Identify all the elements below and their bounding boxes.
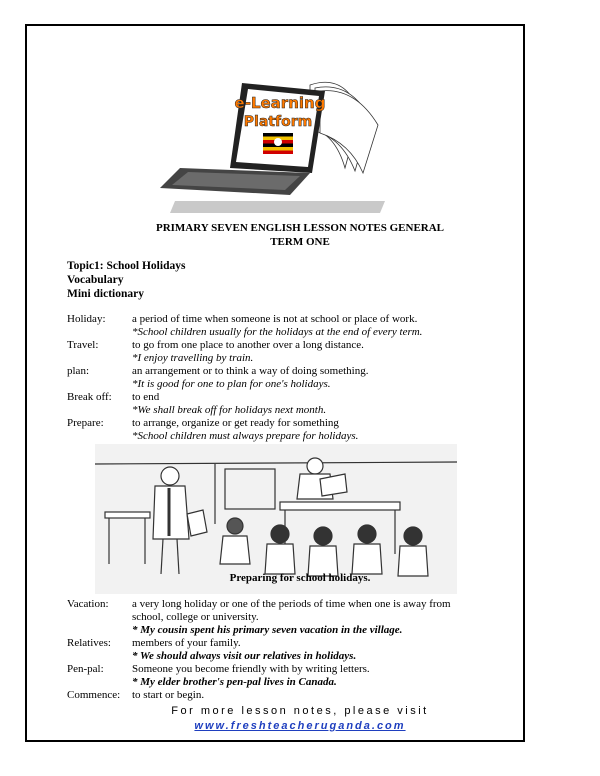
term-relatives: Relatives:	[67, 637, 111, 649]
example-holiday: *School children usually for the holidays at the end of every term.	[132, 326, 423, 338]
page-subtitle: TERM ONE	[270, 236, 330, 248]
footer-link[interactable]: www.freshteacheruganda.com	[194, 720, 406, 732]
term-prepare: Prepare:	[67, 417, 104, 429]
page-title: PRIMARY SEVEN ENGLISH LESSON NOTES GENERAL	[155, 222, 445, 234]
definition-travel: to go from one place to another over a long distance.	[132, 339, 364, 351]
definition-break-off: to end	[132, 391, 160, 403]
definition-vacation-line2: school, college or university.	[132, 611, 259, 623]
topic-heading: Topic1: School Holidays	[67, 260, 186, 272]
example-vacation: * My cousin spent his primary seven vacation in the village.	[132, 624, 403, 636]
definition-commence: to start or begin.	[132, 689, 205, 701]
illustration-caption: Preparing for school holidays.	[229, 572, 371, 584]
term-holiday: Holiday:	[67, 313, 106, 325]
logo-line1: e-Learning	[234, 94, 326, 112]
term-plan: plan:	[67, 365, 89, 377]
definition-relatives: members of your family.	[132, 637, 241, 649]
example-relatives: * We should always visit our relatives in holidays.	[132, 650, 357, 662]
example-travel: *I enjoy travelling by train.	[132, 352, 254, 364]
definition-pen-pal: Someone you become friendly with by writing letters.	[132, 663, 370, 675]
example-plan: *It is good for one to plan for one's holidays.	[132, 378, 331, 390]
definition-vacation-line1: a very long holiday or one of the periods of time when one is away from	[132, 598, 451, 610]
mini-dictionary-heading: Mini dictionary	[67, 288, 144, 300]
term-pen-pal: Pen-pal:	[67, 663, 104, 675]
definition-prepare: to arrange, organize or get ready for something	[132, 417, 339, 429]
example-break-off: *We shall break off for holidays next month.	[132, 404, 327, 416]
term-commence: Commence:	[67, 689, 121, 701]
vocabulary-heading: Vocabulary	[67, 274, 124, 286]
e-learning-platform-logo	[160, 73, 390, 213]
example-pen-pal: * My elder brother's pen-pal lives in Canada.	[132, 676, 337, 688]
term-travel: Travel:	[67, 339, 99, 351]
term-vacation: Vacation:	[67, 598, 109, 610]
definition-plan: an arrangement or to think a way of doing something.	[132, 365, 369, 377]
example-prepare: *School children must always prepare for holidays.	[132, 430, 359, 442]
definition-holiday: a period of time when someone is not at school or place of work.	[132, 313, 418, 325]
term-break-off: Break off:	[67, 391, 112, 403]
footer-note: For more lesson notes, please visit	[171, 705, 429, 717]
logo-line2: Platform	[243, 114, 313, 130]
